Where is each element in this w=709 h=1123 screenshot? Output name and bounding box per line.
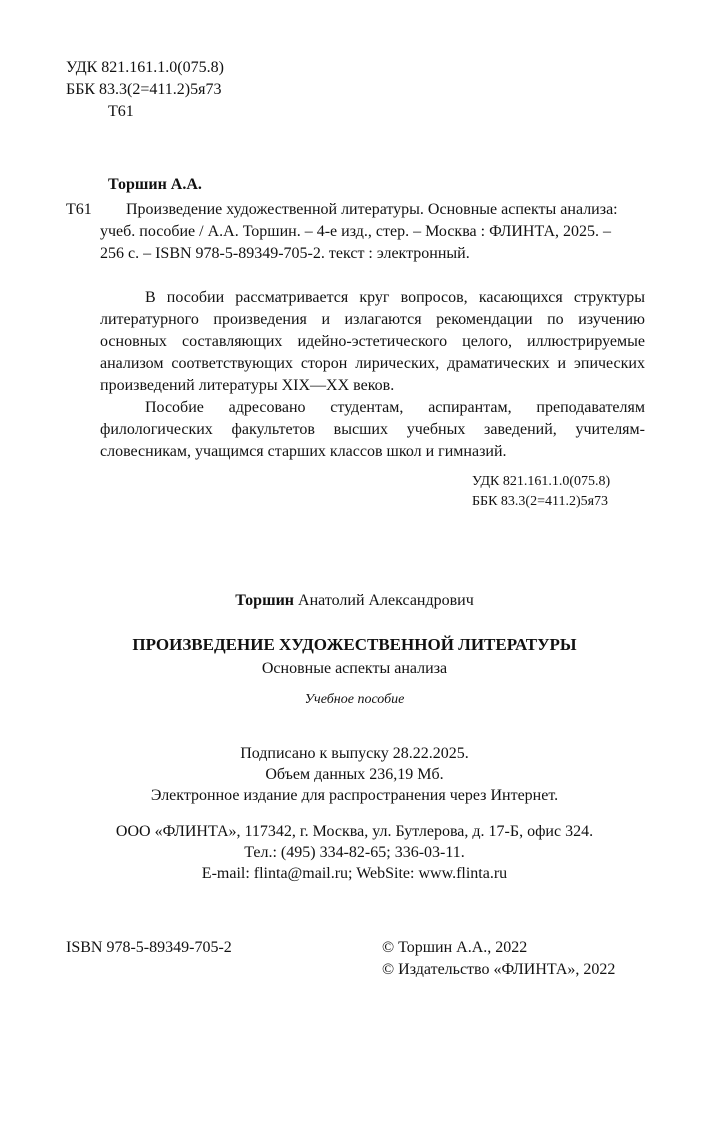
annotation-paragraph-1: В пособии рассматривается круг вопросов, касающихся структуры литературного произведения и излагаются рекомендации по изучению основных составляющих идейно-эстетического целого, иллюстрируемые анализом соответствующих сторон лирических, драматических и эпических произведений литературы XIX—XX веков. (100, 289, 645, 394)
publisher-address: ООО «ФЛИНТА», 117342, г. Москва, ул. Бутлерова, д. 17-Б, офис 324. (115, 823, 594, 840)
book-subtitle: Основные аспекты анализа (261, 660, 448, 677)
isbn: ISBN 978-5-89349-705-2 (66, 939, 232, 956)
annotation-paragraph-2: Пособие адресовано студентам, аспирантам, преподавателям филологических факультетов высших учебных заведений, учителям-словесникам, учащимся старших классов школ и гимназий. (100, 399, 645, 460)
bib-line-2: учеб. пособие / А.А. Торшин. – 4-е изд., стер. – Москва : ФЛИНТА, 2025. – (100, 223, 612, 240)
publisher-contacts: E-mail: flinta@mail.ru; WebSite: www.flinta.ru (201, 865, 508, 882)
copyright-author: © Торшин А.А., 2022 (382, 939, 528, 956)
bib-mark: Т61 (66, 201, 92, 218)
bib-line-3: 256 с. – ISBN 978-5-89349-705-2. текст : электронный. (100, 245, 470, 262)
author-surname: Торшин (235, 592, 295, 609)
copyright-publisher: © Издательство «ФЛИНТА», 2022 (382, 961, 616, 978)
bib-author: Торшин А.А. (108, 176, 202, 193)
imprint-author (0, 590, 709, 612)
author-mark: Т61 (108, 103, 134, 120)
book-genre: Учебное пособие (304, 692, 405, 707)
bib-line-1: Произведение художественной литературы. Основные аспекты анализа: (126, 201, 618, 218)
annotation-udk-code: УДК 821.161.1.0(075.8) (472, 474, 611, 489)
annotation-bbk-code: ББК 83.3(2=411.2)5я73 (472, 494, 609, 509)
publisher-phone: Тел.: (495) 334-82-65; 336-03-11. (244, 844, 465, 861)
distribution-note: Электронное издание для распространения через Интернет. (150, 787, 559, 804)
data-volume: Объем данных 236,19 Мб. (265, 766, 444, 783)
bbk-code: ББК 83.3(2=411.2)5я73 (66, 81, 222, 98)
signed-date: Подписано к выпуску 28.22.2025. (240, 745, 469, 762)
annotation (100, 287, 645, 463)
author-given-names: Анатолий Александрович (298, 592, 474, 609)
udk-code: УДК 821.161.1.0(075.8) (66, 59, 224, 76)
book-title: ПРОИЗВЕДЕНИЕ ХУДОЖЕСТВЕННОЙ ЛИТЕРАТУРЫ (132, 635, 577, 654)
